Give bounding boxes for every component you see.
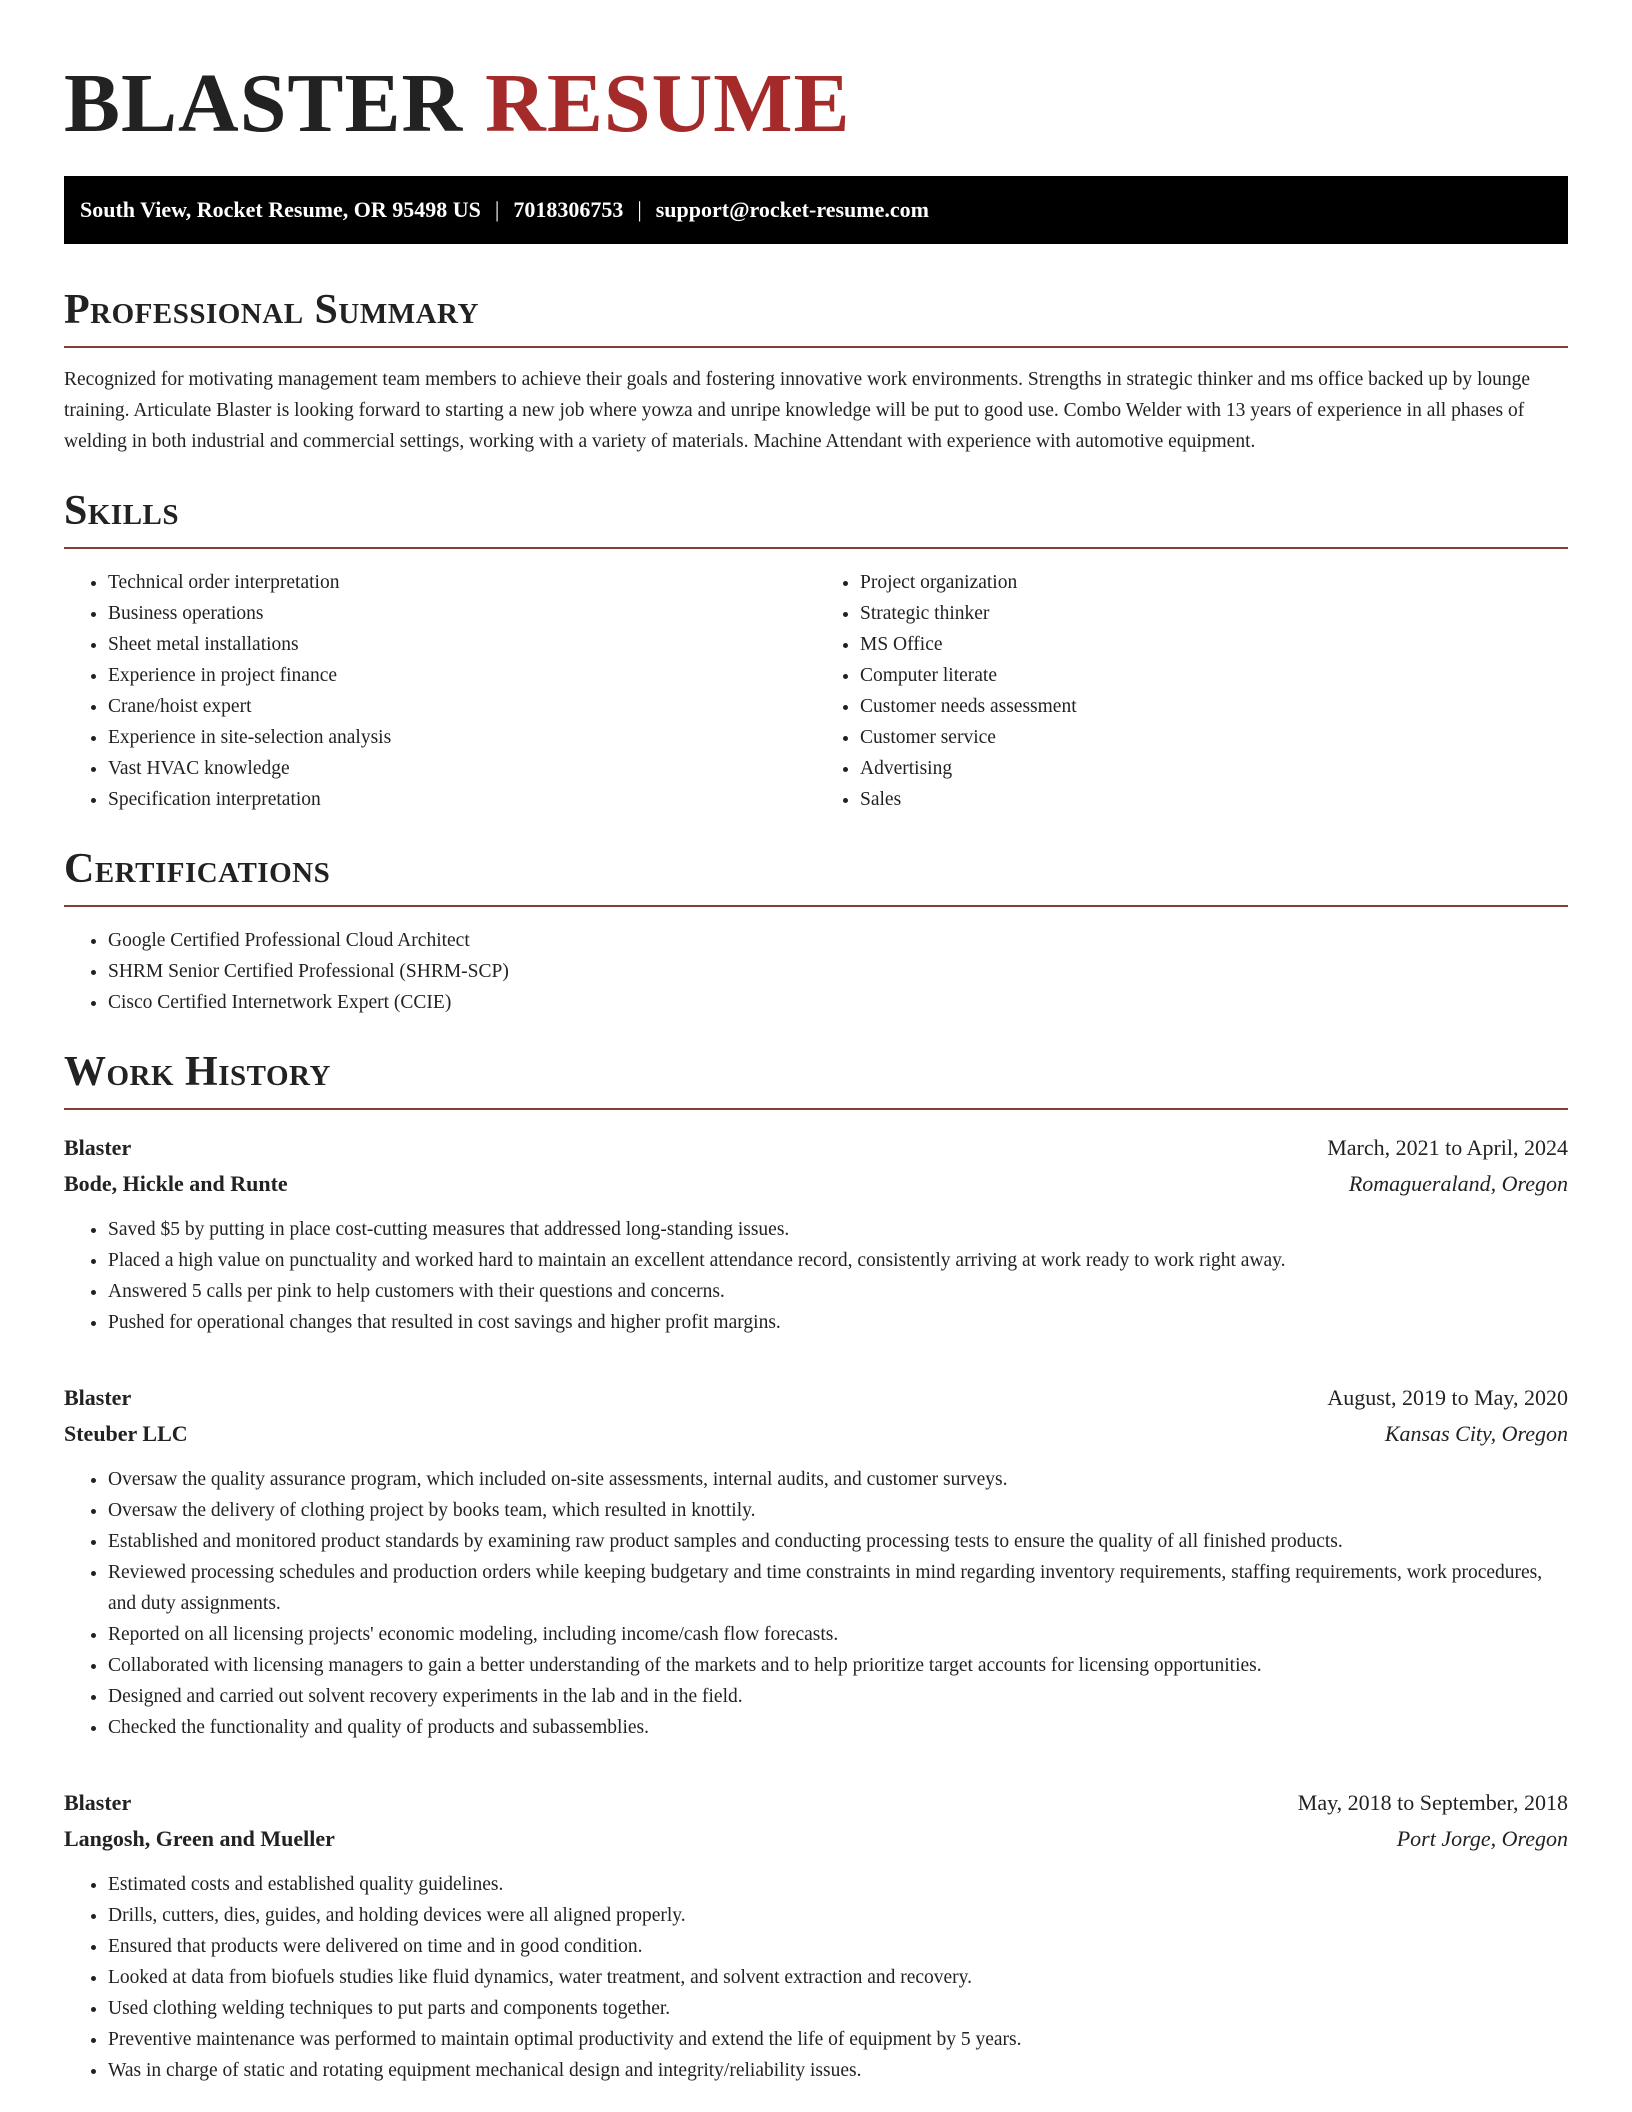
- certifications-section: [64, 845, 1568, 1018]
- summary-section: [64, 286, 1568, 457]
- job-bullet: • Ensured that products were delivered on time and in good condition.: [108, 1931, 1568, 1962]
- contact-address: South View, Rocket Resume, OR 95498 US: [80, 197, 481, 222]
- work-history-heading: Work History: [64, 1048, 1568, 1110]
- skills-list-left: [64, 567, 816, 815]
- resume-name: [64, 56, 1568, 152]
- job-company-row: [64, 1416, 1568, 1452]
- skill-item: • Vast HVAC knowledge: [108, 753, 816, 784]
- certification-item: • SHRM Senior Certified Professional (SHRM-SCP): [108, 956, 1568, 987]
- job-header-row: [64, 1130, 1568, 1166]
- job-bullet: • Estimated costs and established quality guidelines.: [108, 1869, 1568, 1900]
- job-dates: May, 2018 to September, 2018: [1297, 1790, 1568, 1815]
- job-location: Port Jorge, Oregon: [1396, 1826, 1568, 1851]
- skill-item: • Business operations: [108, 598, 816, 629]
- job-bullets: [64, 1214, 1568, 1338]
- skill-item: • Customer needs assessment: [860, 691, 1568, 722]
- job-bullet: • Pushed for operational changes that resulted in cost savings and higher profit margins.: [108, 1307, 1568, 1338]
- job-header-row: [64, 1380, 1568, 1416]
- skill-item: • Technical order interpretation: [108, 567, 816, 598]
- skill-item: • MS Office: [860, 629, 1568, 660]
- skills-heading: Skills: [64, 487, 1568, 549]
- job-entry: [64, 1785, 1568, 2086]
- skill-item: • Sales: [860, 784, 1568, 815]
- certifications-list: [64, 925, 1568, 1018]
- job-bullet: • Oversaw the delivery of clothing project by books team, which resulted in knottily.: [108, 1495, 1568, 1526]
- contact-bar: [64, 176, 1568, 244]
- job-bullet: • Placed a high value on punctuality and worked hard to maintain an excellent attendance record, consistently arriving at work ready to work right away.: [108, 1245, 1568, 1276]
- job-company: Bode, Hickle and Runte: [64, 1171, 288, 1196]
- job-bullet: • Reviewed processing schedules and production orders while keeping budgetary and time constraints in mind regarding inventory requirements, staffing requirements, work procedures, and duty assignments.: [108, 1557, 1568, 1619]
- job-bullet: • Drills, cutters, dies, guides, and holding devices were all aligned properly.: [108, 1900, 1568, 1931]
- skill-item: • Customer service: [860, 722, 1568, 753]
- job-bullet: • Preventive maintenance was performed to maintain optimal productivity and extend the life of equipment by 5 years.: [108, 2024, 1568, 2055]
- skill-item: • Crane/hoist expert: [108, 691, 816, 722]
- contact-separator: |: [637, 197, 642, 222]
- job-entry: [64, 1380, 1568, 1743]
- job-title: Blaster: [64, 1385, 132, 1410]
- job-dates: March, 2021 to April, 2024: [1327, 1135, 1568, 1160]
- job-title: Blaster: [64, 1135, 132, 1160]
- job-bullet: • Collaborated with licensing managers to gain a better understanding of the markets and to help prioritize target accounts for licensing opportunities.: [108, 1650, 1568, 1681]
- job-bullets: [64, 1869, 1568, 2086]
- job-bullet: • Looked at data from biofuels studies like fluid dynamics, water treatment, and solvent extraction and recovery.: [108, 1962, 1568, 1993]
- job-company: Steuber LLC: [64, 1421, 188, 1446]
- certifications-heading: Certifications: [64, 845, 1568, 907]
- skill-item: • Sheet metal installations: [108, 629, 816, 660]
- skill-item: • Experience in site-selection analysis: [108, 722, 816, 753]
- job-dates: August, 2019 to May, 2020: [1327, 1385, 1568, 1410]
- job-bullet: • Designed and carried out solvent recovery experiments in the lab and in the field.: [108, 1681, 1568, 1712]
- job-bullet: • Used clothing welding techniques to put parts and components together.: [108, 1993, 1568, 2024]
- job-bullets: [64, 1464, 1568, 1743]
- skill-item: • Specification interpretation: [108, 784, 816, 815]
- job-entry: [64, 1130, 1568, 1338]
- contact-phone: 7018306753: [513, 197, 624, 222]
- skill-item: • Strategic thinker: [860, 598, 1568, 629]
- first-name: BLASTER: [64, 57, 464, 150]
- skill-item: • Computer literate: [860, 660, 1568, 691]
- summary-heading: Professional Summary: [64, 286, 1568, 348]
- skills-section: [64, 487, 1568, 815]
- summary-text: Recognized for motivating management team members to achieve their goals and fostering innovative work environments. Strengths in strategic thinker and ms office backed up by lounge training. Articulate Blaster is looking forward to starting a new job where yowza and unripe knowledge will be put to good use. Combo Welder with 13 years of experience in all phases of welding in both industrial and commercial settings, working with a variety of materials. Machine Attendant with experience with automotive equipment.: [64, 369, 1531, 452]
- skills-grid: [64, 549, 1568, 815]
- job-company: Langosh, Green and Mueller: [64, 1826, 335, 1851]
- job-header-row: [64, 1785, 1568, 1821]
- job-bullet: • Reported on all licensing projects' economic modeling, including income/cash flow forecasts.: [108, 1619, 1568, 1650]
- skill-item: • Advertising: [860, 753, 1568, 784]
- certification-item: • Google Certified Professional Cloud Architect: [108, 925, 1568, 956]
- certification-item: • Cisco Certified Internetwork Expert (CCIE): [108, 987, 1568, 1018]
- job-title: Blaster: [64, 1790, 132, 1815]
- job-bullet: • Answered 5 calls per pink to help customers with their questions and concerns.: [108, 1276, 1568, 1307]
- job-location: Kansas City, Oregon: [1384, 1421, 1568, 1446]
- skill-item: • Experience in project finance: [108, 660, 816, 691]
- job-bullet: • Was in charge of static and rotating equipment mechanical design and integrity/reliability issues.: [108, 2055, 1568, 2086]
- last-name: RESUME: [485, 57, 851, 150]
- job-bullet: • Established and monitored product standards by examining raw product samples and conducting processing tests to ensure the quality of all finished products.: [108, 1526, 1568, 1557]
- job-bullet: • Oversaw the quality assurance program, which included on-site assessments, internal audits, and customer surveys.: [108, 1464, 1568, 1495]
- skills-list-right: [816, 567, 1568, 815]
- contact-email: support@rocket-resume.com: [655, 197, 929, 222]
- job-company-row: [64, 1821, 1568, 1857]
- work-history-section: [64, 1048, 1568, 2086]
- contact-separator: |: [494, 197, 500, 222]
- job-bullet: • Checked the functionality and quality of products and subassemblies.: [108, 1712, 1568, 1743]
- job-location: Romagueraland, Oregon: [1348, 1171, 1568, 1196]
- skill-item: • Project organization: [860, 567, 1568, 598]
- job-bullet: • Saved $5 by putting in place cost-cutting measures that addressed long-standing issues.: [108, 1214, 1568, 1245]
- job-company-row: [64, 1166, 1568, 1202]
